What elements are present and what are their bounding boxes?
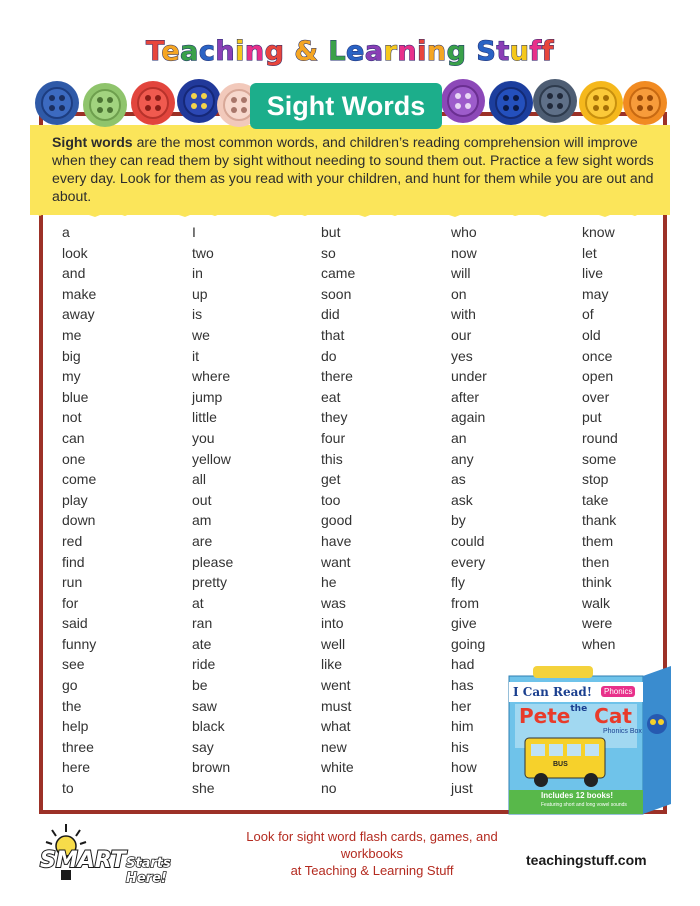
sight-word: good bbox=[321, 512, 353, 529]
sight-word: one bbox=[62, 450, 86, 467]
sight-word: is bbox=[192, 306, 203, 323]
intro-rest: are the most common words, and children’s reading comprehension will improve when they can read them by sight without needing to sound them out. Practice a few sight words every day. Look for them as you read with your children, and hunt for them while you are out and about. bbox=[52, 134, 654, 204]
sight-word: she bbox=[192, 780, 215, 797]
sight-word: her bbox=[451, 697, 472, 714]
book-title-1: Pete bbox=[519, 704, 571, 728]
sight-word: up bbox=[192, 285, 208, 302]
sight-word: find bbox=[62, 553, 85, 570]
sight-word: at bbox=[192, 594, 204, 611]
sight-word: it bbox=[192, 347, 199, 364]
sight-word: think bbox=[582, 574, 612, 591]
sight-word: saw bbox=[192, 697, 217, 714]
yellow-button-decoration bbox=[578, 80, 624, 126]
sight-word: him bbox=[451, 718, 474, 735]
sight-word: some bbox=[582, 450, 617, 467]
word-column-4 bbox=[451, 222, 487, 799]
bus-label: BUS bbox=[553, 761, 568, 768]
dark-blue-button-decoration bbox=[488, 80, 534, 126]
sight-word: said bbox=[62, 615, 88, 632]
sight-word: open bbox=[582, 368, 614, 385]
sight-word: to bbox=[62, 780, 74, 797]
sight-word: again bbox=[451, 409, 486, 426]
sight-word: thank bbox=[582, 512, 617, 529]
sight-word: could bbox=[451, 532, 485, 549]
sight-word: down bbox=[62, 512, 96, 529]
book-title bbox=[519, 704, 632, 728]
sight-word: has bbox=[451, 677, 474, 694]
sight-word: have bbox=[321, 532, 352, 549]
sight-word: jump bbox=[192, 388, 223, 405]
sight-word: with bbox=[451, 306, 476, 323]
sight-word: am bbox=[192, 512, 212, 529]
sight-word: so bbox=[321, 244, 336, 261]
sight-word: pretty bbox=[192, 574, 228, 591]
sight-word: how bbox=[451, 759, 477, 776]
torn-edge-decoration bbox=[30, 205, 670, 223]
sight-word: new bbox=[321, 738, 347, 755]
slate-button-decoration bbox=[532, 78, 578, 124]
sight-word: ride bbox=[192, 656, 216, 673]
sight-word: walk bbox=[582, 594, 611, 611]
purple-button-decoration bbox=[440, 78, 486, 124]
sight-word: yellow bbox=[192, 450, 231, 467]
sight-word: run bbox=[62, 574, 83, 591]
word-column-1 bbox=[62, 222, 96, 799]
book-badge: Phonics bbox=[601, 686, 635, 697]
sight-word: a bbox=[62, 224, 70, 240]
sight-word: came bbox=[321, 265, 356, 282]
blue-button-decoration bbox=[34, 80, 80, 126]
sight-word: that bbox=[321, 326, 345, 343]
sight-word: he bbox=[321, 574, 337, 591]
footer-line-1: Look for sight word flash cards, games, and workbooks bbox=[246, 829, 498, 861]
sight-word: look bbox=[62, 244, 88, 261]
sight-word: here bbox=[62, 759, 91, 776]
sight-word: as bbox=[451, 471, 466, 488]
sight-word: going bbox=[451, 635, 486, 652]
sight-word: can bbox=[62, 429, 85, 446]
sight-word: once bbox=[582, 347, 613, 364]
sight-word: give bbox=[451, 615, 477, 632]
sight-word: brown bbox=[192, 759, 231, 776]
sight-word: ask bbox=[451, 491, 473, 508]
book-includes: Includes 12 books! bbox=[541, 791, 614, 800]
smart-text: SMART bbox=[40, 848, 126, 873]
sight-word: three bbox=[62, 738, 94, 755]
sight-word: was bbox=[321, 594, 346, 611]
sight-word: blue bbox=[62, 388, 89, 405]
sight-word: were bbox=[582, 615, 613, 632]
sight-word: play bbox=[62, 491, 88, 508]
sight-word: two bbox=[192, 244, 214, 261]
site-url[interactable]: teachingstuff.com bbox=[526, 852, 647, 868]
sight-word: live bbox=[582, 265, 604, 282]
sight-word: get bbox=[321, 471, 341, 488]
sight-word: every bbox=[451, 553, 486, 570]
sight-word: eat bbox=[321, 388, 341, 405]
sight-word: want bbox=[321, 553, 351, 570]
sight-word: soon bbox=[321, 285, 352, 302]
sight-word: but bbox=[321, 224, 341, 240]
sight-word: had bbox=[451, 656, 475, 673]
sight-word: put bbox=[582, 409, 602, 426]
sight-word: ran bbox=[192, 615, 213, 632]
sight-word: do bbox=[321, 347, 337, 364]
sight-word: into bbox=[321, 615, 344, 632]
sight-word: take bbox=[582, 491, 609, 508]
footer-line-2: at Teaching & Learning Stuff bbox=[290, 863, 454, 878]
sight-word: this bbox=[321, 450, 343, 467]
footer-promo bbox=[222, 828, 522, 879]
sight-word: go bbox=[62, 677, 78, 694]
sight-word: did bbox=[321, 306, 340, 323]
sight-word: come bbox=[62, 471, 97, 488]
sight-word: see bbox=[62, 656, 85, 673]
sight-word: our bbox=[451, 326, 472, 343]
sight-word: went bbox=[321, 677, 351, 694]
sight-word: may bbox=[582, 285, 609, 302]
word-column-5 bbox=[582, 222, 618, 654]
sight-word: well bbox=[321, 635, 346, 652]
sight-word: stop bbox=[582, 471, 609, 488]
sight-word: they bbox=[321, 409, 348, 426]
sight-word: black bbox=[192, 718, 225, 735]
sight-word: of bbox=[582, 306, 594, 323]
book-series: I Can Read! bbox=[513, 685, 593, 699]
intro-bold: Sight words bbox=[52, 134, 133, 150]
sight-word: fly bbox=[451, 574, 465, 591]
logo-text: Teaching & Learning Stuff bbox=[146, 36, 554, 67]
sight-word: over bbox=[582, 388, 610, 405]
sight-word: say bbox=[192, 738, 214, 755]
green-button-decoration bbox=[82, 82, 128, 128]
word-column-3 bbox=[321, 222, 355, 799]
orange-button-decoration bbox=[622, 80, 668, 126]
sight-word: from bbox=[451, 594, 479, 611]
intro-text bbox=[52, 133, 656, 205]
sight-word: what bbox=[321, 718, 351, 735]
sight-word: there bbox=[321, 368, 353, 385]
sight-word: me bbox=[62, 326, 82, 343]
red-button-decoration bbox=[130, 80, 176, 126]
sight-word: too bbox=[321, 491, 341, 508]
sight-word: four bbox=[321, 429, 346, 446]
sight-word: after bbox=[451, 388, 480, 405]
sight-word: must bbox=[321, 697, 352, 714]
sight-word: under bbox=[451, 368, 487, 385]
sight-word: funny bbox=[62, 635, 97, 652]
sight-word: like bbox=[321, 656, 343, 673]
sight-word: the bbox=[62, 697, 82, 714]
sight-word: in bbox=[192, 265, 203, 282]
starts-here-text: Starts Here! bbox=[126, 856, 171, 886]
sight-word: yes bbox=[451, 347, 473, 364]
sight-word: by bbox=[451, 512, 466, 529]
sight-word: not bbox=[62, 409, 82, 426]
sight-word: my bbox=[62, 368, 81, 385]
sight-word: we bbox=[192, 326, 210, 343]
sight-word: who bbox=[451, 224, 477, 240]
sight-word: where bbox=[192, 368, 231, 385]
book-title-2: Cat bbox=[594, 704, 632, 728]
sight-word: ate bbox=[192, 635, 212, 652]
sight-word: on bbox=[451, 285, 467, 302]
sight-word: an bbox=[451, 429, 467, 446]
sight-word: all bbox=[192, 471, 207, 488]
logo bbox=[0, 36, 700, 67]
word-column-2 bbox=[192, 222, 233, 799]
sight-word: any bbox=[451, 450, 474, 467]
sight-word: help bbox=[62, 718, 89, 735]
sight-word: little bbox=[192, 409, 217, 426]
book-includes-sub: Featuring short and long vowel sounds bbox=[541, 802, 627, 808]
sight-word: when bbox=[582, 635, 616, 652]
sight-word: then bbox=[582, 553, 610, 570]
sight-word: will bbox=[451, 265, 471, 282]
page-title: Sight Words bbox=[250, 83, 442, 129]
sight-word: old bbox=[582, 326, 601, 343]
book-box-label: Phonics Box bbox=[603, 728, 642, 735]
smart-starts-here-logo bbox=[38, 822, 216, 884]
sight-word: white bbox=[321, 759, 354, 776]
sight-word: I bbox=[192, 224, 196, 240]
sight-word: round bbox=[582, 429, 618, 446]
sight-word: big bbox=[62, 347, 81, 364]
book-title-the: the bbox=[570, 704, 588, 714]
sight-word: just bbox=[451, 780, 473, 797]
sight-word: them bbox=[582, 532, 614, 549]
sight-word: his bbox=[451, 738, 469, 755]
pete-the-cat-book-box bbox=[505, 664, 673, 814]
sight-word: away bbox=[62, 306, 95, 323]
sight-word: red bbox=[62, 532, 83, 549]
sight-word: out bbox=[192, 491, 212, 508]
sight-word: for bbox=[62, 594, 79, 611]
sight-word: be bbox=[192, 677, 208, 694]
sight-word: are bbox=[192, 532, 213, 549]
sight-word: now bbox=[451, 244, 477, 261]
sight-word: know bbox=[582, 224, 615, 240]
sight-word: let bbox=[582, 244, 597, 261]
sight-word: and bbox=[62, 265, 86, 282]
sight-word: no bbox=[321, 780, 337, 797]
sight-word: please bbox=[192, 553, 234, 570]
sight-word: make bbox=[62, 285, 97, 302]
sight-word: you bbox=[192, 429, 215, 446]
